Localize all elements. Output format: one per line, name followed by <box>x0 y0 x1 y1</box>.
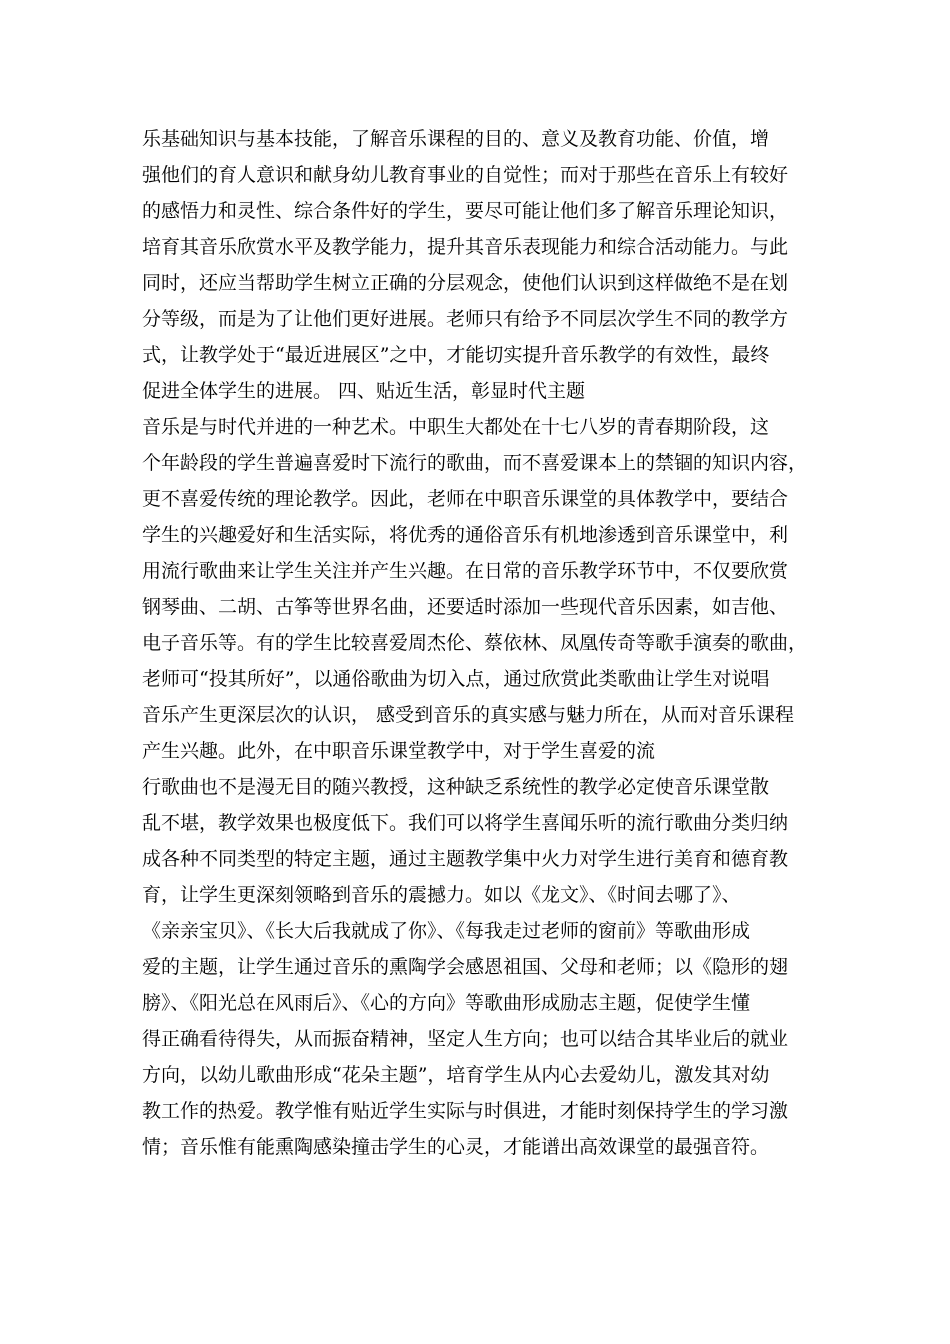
text-line: 钢琴曲、二胡、古筝等世界名曲，还要适时添加一些现代音乐因素，如吉他、 <box>142 596 789 618</box>
text-line: 成各种不同类型的特定主题，通过主题教学集中火力对学生进行美育和德育教 <box>142 848 789 870</box>
text-line: 培育其音乐欣赏水平及教学能力，提升其音乐表现能力和综合活动能力。与此 <box>142 236 789 258</box>
text-line: 产生兴趣。此外，在中职音乐课堂教学中，对于学生喜爱的流 <box>142 740 656 762</box>
text-line: 个年龄段的学生普遍喜爱时下流行的歌曲，而不喜爱课本上的禁锢的知识内容， <box>142 452 808 474</box>
text-line: 强他们的育人意识和献身幼儿教育事业的自觉性；而对于那些在音乐上有较好 <box>142 164 789 186</box>
text-line: 电子音乐等。有的学生比较喜爱周杰伦、蔡依林、凤凰传奇等歌手演奏的歌曲， <box>142 632 808 654</box>
text-line: 《亲亲宝贝》、《长大后我就成了你》、《每我走过老师的窗前》等歌曲形成 <box>142 920 751 942</box>
text-line: 音乐产生更深层次的认识， 感受到音乐的真实感与魅力所在，从而对音乐课程 <box>142 704 795 726</box>
text-line: 学生的兴趣爱好和生活实际，将优秀的通俗音乐有机地渗透到音乐课堂中，利 <box>142 524 789 546</box>
text-line: 式，让教学处于“最近进展区”之中，才能切实提升音乐教学的有效性，最终 <box>142 344 770 366</box>
text-line: 情；音乐惟有能熏陶感染撞击学生的心灵，才能谱出高效课堂的最强音符。 <box>142 1136 770 1158</box>
text-line: 膀》、《阳光总在风雨后》、《心的方向》等歌曲形成励志主题，促使学生懂 <box>142 992 751 1014</box>
text-line: 更不喜爱传统的理论教学。因此，老师在中职音乐课堂的具体教学中，要结合 <box>142 488 789 510</box>
text-line: 爱的主题，让学生通过音乐的熏陶学会感恩祖国、父母和老师；以《隐形的翅 <box>142 956 789 978</box>
text-line: 教工作的热爱。教学惟有贴近学生实际与时俱进，才能时刻保持学生的学习激 <box>142 1100 789 1122</box>
text-line: 促进全体学生的进展。 四、贴近生活，彰显时代主题 <box>142 380 586 402</box>
text-line: 育，让学生更深刻领略到音乐的震撼力。如以《龙文》、《时间去哪了》、 <box>142 884 741 906</box>
text-line: 乱不堪，教学效果也极度低下。我们可以将学生喜闻乐听的流行歌曲分类归纳 <box>142 812 789 834</box>
text-line: 行歌曲也不是漫无目的随兴教授，这种缺乏系统性的教学必定使音乐课堂散 <box>142 776 770 798</box>
text-line: 老师可“投其所好”，以通俗歌曲为切入点，通过欣赏此类歌曲让学生对说唱 <box>142 668 770 690</box>
text-line: 的感悟力和灵性、综合条件好的学生，要尽可能让他们多了解音乐理论知识， <box>142 200 789 222</box>
text-line: 音乐是与时代并进的一种艺术。中职生大都处在十七八岁的青春期阶段，这 <box>142 416 770 438</box>
text-line: 分等级，而是为了让他们更好进展。老师只有给予不同层次学生不同的教学方 <box>142 308 789 330</box>
text-line: 得正确看待得失，从而振奋精神，坚定人生方向；也可以结合其毕业后的就业 <box>142 1028 789 1050</box>
text-line: 同时，还应当帮助学生树立正确的分层观念，使他们认识到这样做绝不是在划 <box>142 272 789 294</box>
text-line: 方向，以幼儿歌曲形成“花朵主题”，培育学生从内心去爱幼儿，激发其对幼 <box>142 1064 770 1086</box>
text-line: 用流行歌曲来让学生关注并产生兴趣。在日常的音乐教学环节中，不仅要欣赏 <box>142 560 789 582</box>
text-line: 乐基础知识与基本技能，了解音乐课程的目的、意义及教育功能、价值，增 <box>142 128 770 150</box>
